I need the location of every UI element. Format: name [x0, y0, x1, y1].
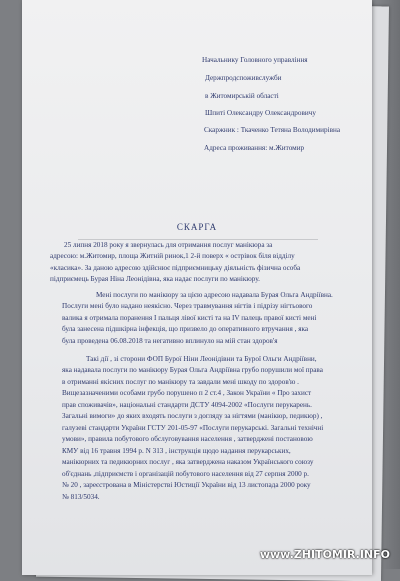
paragraph-line: яка надавала послуги по манікюру Бурая Ольга Андріївна грубо порушили мої права [62, 366, 323, 374]
paragraph-line: «класика». За даною адресою здійснює підприємницьку діяльність фізична особа [50, 264, 301, 272]
header-line: Адреса проживання: м.Житомир [204, 144, 305, 152]
paragraph-line: об'єднань ,підприємств і організацій побутового населення від 27 серпня 2000 р. [62, 470, 309, 478]
header-line: Шпиті Олександру Олександровичу [205, 109, 316, 117]
header-line: Держпродспоживслужби [205, 74, 282, 82]
paragraph-line: адресою: м.Житомир, площа Житній ринок,1 2-й поверх « острівок біля відділу [50, 252, 295, 260]
paragraph-line: № 813/5034. [62, 493, 100, 501]
paragraph-line: Мені послуги по манікюру за цією адресою надавала Бурая Ольга Андріївна. [96, 291, 333, 299]
site-watermark: www.ZHITOMIR.INFO [259, 548, 390, 561]
paragraph-line: умови», правила побутового обслуговування населення , затверджені постановою [62, 435, 313, 443]
paragraph-line: № 20 , зареєстрована в Міністерстві Юстиції України від 13 листопада 2000 року [62, 481, 311, 489]
complaint-document [22, 0, 372, 575]
paragraph-line: Такі дії , зі сторони ФОП Бурої Ніни Леонідівни та Бурої Ольги Андріївни, [86, 355, 317, 363]
document-title: СКАРГА [176, 222, 218, 232]
header-line: Скаржник : Ткаченко Тетяна Володимирівна [204, 126, 341, 134]
paragraph-line: була проведена 06.08.2018 та негативно вплинуло на мій стан здоров'я [62, 337, 278, 345]
paragraph-line: Послуги мені було надано неякісно. Через травмування нігтів і підрізу нігтьового [62, 302, 313, 310]
paragraph-line: підприємець Бурая Ніна Леонідівна, яка надає послуги по манікюру. [50, 275, 260, 283]
paragraph-line: галузеві стандарти України ГСТУ 201-05-97 «Послуги перукарські. Загальні технічні [62, 424, 324, 432]
paragraph-line: в отриманні якісних послуг по манікюру та завдали мені шкоду по здоров'ю . [62, 378, 299, 386]
paragraph-line: Вищезазначеними особами грубо порушено п 2 ст.4 , Закон України « Про захист [62, 389, 312, 397]
paragraph-line: прав споживачів», національні стандарти ДСТУ 4094-2002 «Послуги перукарень. [62, 401, 312, 409]
paragraph-line: валика я отримала поранення І пальця лівої кисті та на IV палець правої кисті мені [62, 314, 317, 322]
paragraph-line: КМУ від 16 травня 1994 р. N 313 , інструкція щодо надання перукарських, [62, 447, 291, 455]
paragraph-line: 25 липня 2018 року я звернулась для отримання послуг манікюра за [64, 241, 273, 249]
header-line: в Житомирській області [205, 92, 279, 100]
paragraph-line: манікюрних та педикюрних послуг , яка затверджена наказом Українського союзу [62, 458, 314, 466]
paragraph-line: була занесена підшкірна інфекція, що призвело до оперативного втручання , яка [62, 325, 309, 333]
divider [78, 239, 318, 240]
header-line: Начальнику Головного управління [202, 56, 308, 64]
paragraph-line: Загальні вимоги» до яких входять послуги з догляду за нігтями (манікюр, педикюр) , [62, 412, 323, 420]
